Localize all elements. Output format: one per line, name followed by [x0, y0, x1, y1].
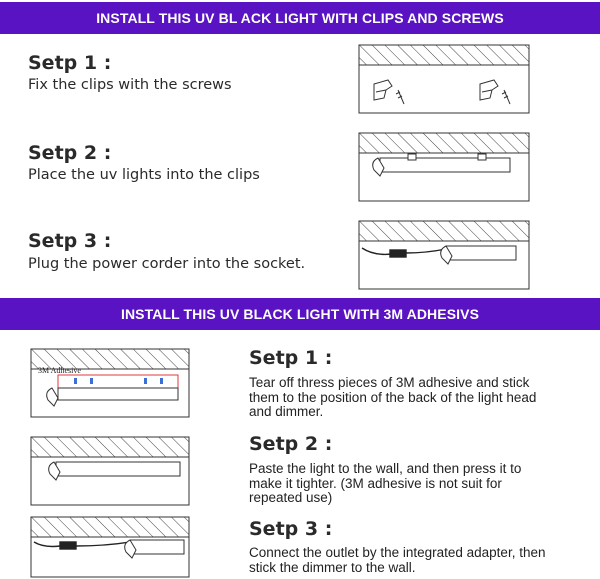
adhesive-label: 3M Adhesive	[38, 366, 81, 375]
pasted-light-illustration	[30, 436, 190, 506]
light-in-clips-illustration	[358, 132, 530, 202]
section2-banner: INSTALL THIS UV BLACK LIGHT WITH 3M ADHESIVS	[0, 298, 600, 330]
section1-step2-title: Setp 2 :	[28, 142, 112, 164]
adhesive-illustration	[30, 348, 190, 418]
section1-step3-desc: Plug the power corder into the socket.	[28, 256, 306, 272]
section1-step1-title: Setp 1 :	[28, 52, 112, 74]
section2-step3-desc: Connect the outlet by the integrated adapter, then stick the dimmer to the wall.	[249, 545, 546, 575]
section1-step2-desc: Place the uv lights into the clips	[28, 167, 260, 183]
plug-socket-illustration	[358, 220, 530, 290]
section2-step2-desc: Paste the light to the wall, and then press it to make it tighter. (3M adhesive is not suit for repeated use)	[249, 461, 522, 505]
section2-step1-desc: Tear off thress pieces of 3M adhesive and stick them to the position of the back of the light head and dimmer.	[249, 375, 537, 419]
section1-banner: INSTALL THIS UV BL ACK LIGHT WITH CLIPS AND SCREWS	[0, 2, 600, 34]
section1-step3-title: Setp 3 :	[28, 230, 112, 252]
connected-outlet-illustration	[30, 516, 190, 578]
section2-step3-title: Setp 3 :	[249, 518, 333, 540]
section2-step1-title: Setp 1 :	[249, 347, 333, 369]
section2-step2-title: Setp 2 :	[249, 433, 333, 455]
section1-step1-desc: Fix the clips with the screws	[28, 77, 232, 93]
clips-screws-illustration	[358, 44, 530, 114]
